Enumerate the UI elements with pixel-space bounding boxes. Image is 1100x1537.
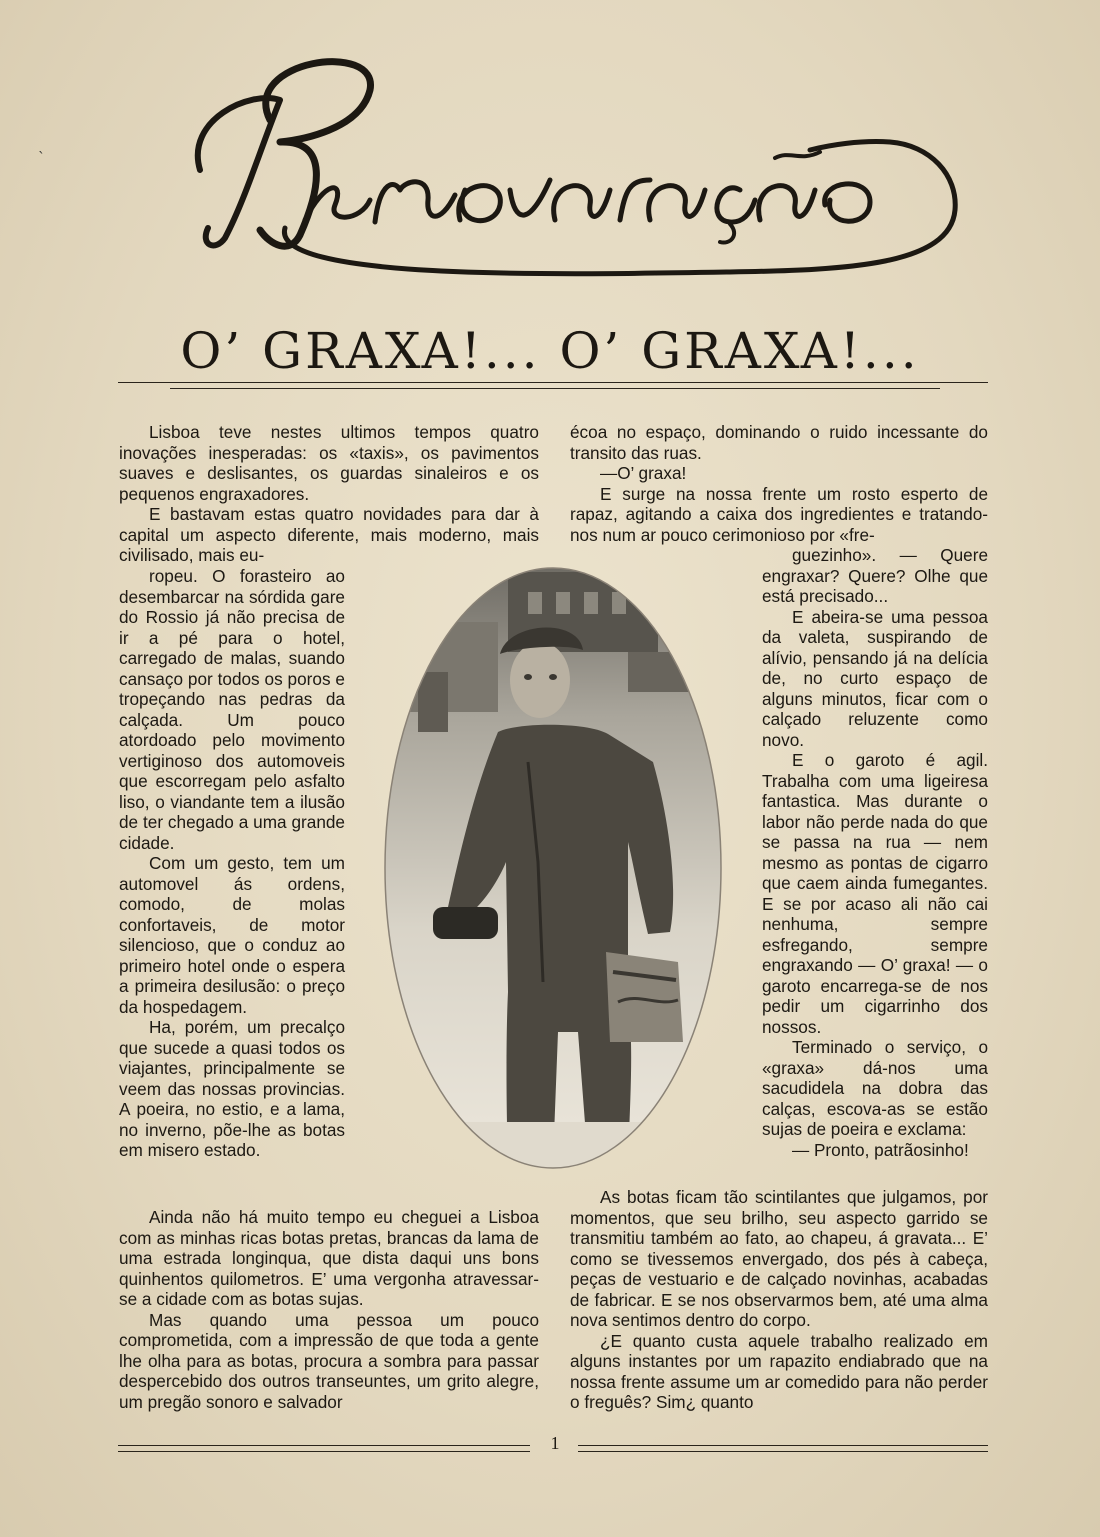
left-column-narrow [119,566,345,1161]
right-column-narrow [762,545,988,1160]
paragraph: E bastavam estas quatro novidades para dar à capital um aspecto diferente, mais moderno, mais civilisado, mais eu- [119,504,539,565]
oval-photograph [378,562,728,1174]
paragraph: guezinho». — Quere engraxar? Quere? Olhe que está precisado... [762,545,988,606]
shoeshine-boy-photo [378,562,728,1174]
left-column-top [119,422,539,566]
paragraph: Ainda não há muito tempo eu cheguei a Lisboa com as minhas ricas botas pretas, brancas da lama de uma estrada longinqua, que dista daqui uns bons quinhentos quilometros. E’ uma vergonha atravessar-se a cidade com as botas sujas. [119,1207,539,1309]
footer-rule-left-2 [118,1451,530,1452]
paragraph: E abeira-se uma pessoa da valeta, suspirando de alívio, pensando já na delícia de, no curto espaço de alguns minutos, ficar com o calçado reluzente como novo. [762,606,988,750]
paragraph: ropeu. O forasteiro ao desembarcar na sórdida gare do Rossio já não precisa de ir a pé para o hotel, carregado de malas, suando cansaço por todos os poros e tropeçando nas pedras da calçada. Um pouco atordoado pelo movimento vertiginoso dos automoveis que escorregam pelo asfalto liso, o viandante tem a ilusão de ter chegado a uma grande cidade. [119,566,345,853]
article-headline: O’ GRAXA!... O’ GRAXA!... [180,322,920,380]
paragraph: Lisboa teve nestes ultimos tempos quatro inovações inesperadas: os «taxis», os pavimentos suaves e deslisantes, os guardas sinaleiros e os pequenos engraxadores. [119,422,539,504]
right-column-top [570,422,988,545]
paragraph: E surge na nossa frente um rosto esperto de rapaz, agitando a caixa dos ingredientes e tratando-nos num ar pouco cerimonioso por «fre- [570,483,988,545]
footer-rule-right [578,1445,988,1446]
margin-mark: ˎ [38,138,45,154]
left-column-bottom [119,1207,539,1412]
paragraph: Mas quando uma pessoa um pouco comprometida, com a impressão de que toda a gente lhe olha para as botas, procura a sombra para passar despercebido dos outros transeuntes, um grito alegre, um pregão sonoro e salvador [119,1309,539,1412]
paragraph: ¿E quanto custa aquele trabalho realizado em alguns instantes por um rapazito endiabrado que na nossa frente assume um ar comedido para não perder o freguês? Sim¿ quanto [570,1330,988,1412]
paragraph: E o garoto é agil. Trabalha com uma ligeiresa fantastica. Mas durante o labor não perde nada do que se passa na rua — nem mesmo as pontas de cigarro que caem ainda fumegantes. E se por acaso ali não cai nenhuma, sempre esfregando, sempre engraxando — O’ graxa! — o garoto encarrega-se de nos pedir um cigarrinho dos nossos. [762,750,988,1037]
paragraph: Terminado o serviço, o «graxa» dá-nos uma sacudidela na dobra das calças, escova-as se estão sujas de poeira e exclama: [762,1037,988,1139]
paragraph: écoa no espaço, dominando o ruido incessante do transito das ruas. [570,422,988,463]
paragraph: —O’ graxa! [600,463,687,483]
paragraph: Com um gesto, tem um automovel ás ordens, comodo, de molas confortaveis, de motor silencioso, que o conduz ao primeiro hotel onde o espera a primeira desilusão: o preço da hospedagem. [119,853,345,1017]
footer-rule-left [118,1445,530,1446]
right-column-bottom [570,1187,988,1413]
masthead-logo [130,30,980,300]
paragraph: — Pronto, patrãosinho! [792,1139,969,1160]
footer-rule-right-2 [578,1451,988,1452]
headline-rule-bottom [170,388,940,389]
headline-rule-top [118,382,988,383]
masthead-title [130,30,980,300]
paragraph: As botas ficam tão scintilantes que julgamos, por momentos, que seu brilho, seu aspecto garrido se transmitiu também ao fato, ao chapeu, á gravata... E’ como se tivessemos envergado, dos pés à cabeça, peças de vestuario e de calçado novinhas, acabadas de fabricar. E se nos observarmos bem, até uma alma nova sentimos dentro do corpo. [570,1187,988,1330]
paragraph: Ha, porém, um precalço que sucede a quasi todos os viajantes, principalmente se veem das nossas provincias. A poeira, no estio, e a lama, no inverno, põe-lhe as botas em misero estado. [119,1017,345,1160]
page-number: 1 [550,1433,560,1453]
